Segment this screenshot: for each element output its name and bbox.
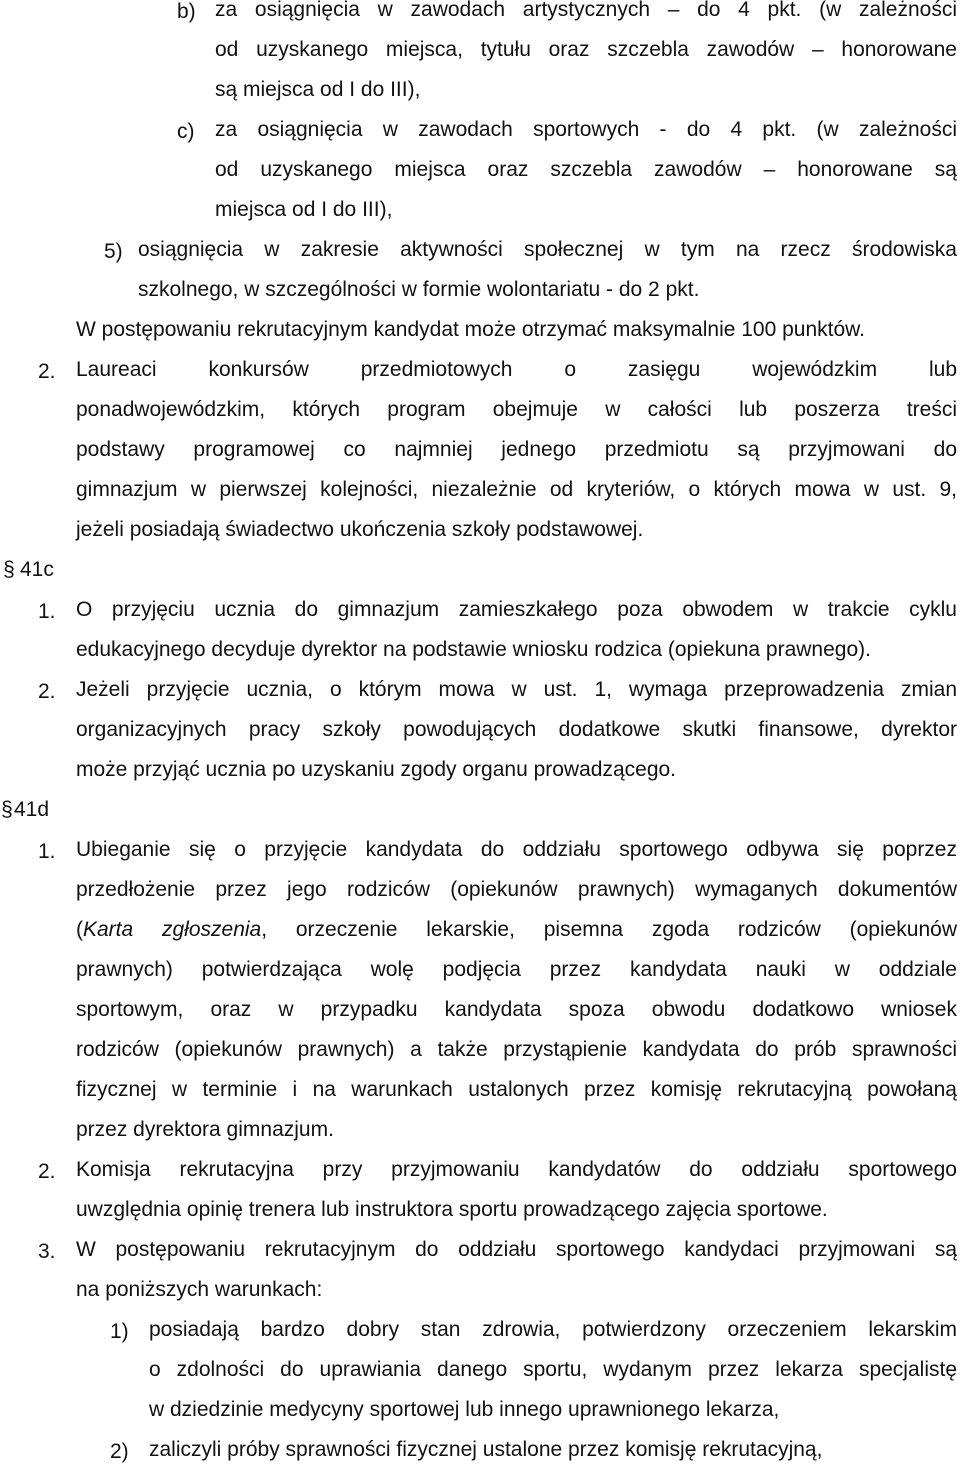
text-line: może przyjąć ucznia po uzyskaniu zgody organu prowadzącego.	[76, 758, 677, 781]
text-line: prawnych) potwierdzająca wolę podjęcia przez kandydata nauki w oddziale	[76, 958, 957, 981]
list-marker: 5)	[104, 240, 123, 263]
text-line: posiadają bardzo dobry stan zdrowia, potwierdzony orzeczeniem lekarskim	[149, 1318, 957, 1341]
karta-zgloszenia-italic: Karta zgłoszenia	[83, 918, 262, 941]
text-line: ponadwojewódzkim, których program obejmuje w całości lub poszerza treści	[76, 398, 957, 421]
list-marker: 2.	[38, 680, 56, 703]
list-item-5	[104, 240, 957, 320]
s41d-item-1	[38, 840, 957, 1160]
section-symbol: §	[3, 558, 15, 581]
list-marker: 2.	[38, 1160, 56, 1183]
s41d-item-3	[38, 1240, 957, 1320]
text-line: Jeżeli przyjęcie ucznia, o którym mowa w ust. 1, wymaga przeprowadzenia zmian	[76, 678, 957, 701]
text-line: W postępowaniu rekrutacyjnym do oddziału sportowego kandydaci przyjmowani są	[76, 1238, 957, 1261]
list-marker: b)	[177, 0, 196, 23]
text-line: jeżeli posiadają świadectwo ukończenia szkoły podstawowej.	[76, 518, 644, 541]
text-line: sportowym, oraz w przypadku kandydata spoza obwodu dodatkowo wniosek	[76, 998, 957, 1021]
list-item-laureaci	[38, 360, 957, 560]
text-line: miejsca od I do III),	[215, 198, 393, 221]
text-fragment: , orzeczenie lekarskie, pisemna zgoda rodziców (opiekunów	[261, 918, 957, 941]
text-line: zaliczyli próby sprawności fizycznej ustalone przez komisję rekrutacyjną,	[149, 1438, 823, 1461]
text-line: o zdolności do uprawiania danego sportu, wydanym przez lekarza specjalistę	[149, 1358, 957, 1381]
text-line: rodziców (opiekunów prawnych) a także przystąpienie kandydata do prób sprawności	[76, 1038, 957, 1061]
list-marker: 2.	[38, 360, 56, 383]
text-line: edukacyjnego decyduje dyrektor na podstawie wniosku rodzica (opiekuna prawnego).	[76, 638, 871, 661]
s41c-item-2	[38, 680, 957, 800]
max-points-note: W postępowaniu rekrutacyjnym kandydat może otrzymać maksymalnie 100 punktów.	[76, 318, 866, 341]
text-line: Komisja rekrutacyjna przy przyjmowaniu kandydatów do oddziału sportowego	[76, 1158, 957, 1181]
text-line: gimnazjum w pierwszej kolejności, niezależnie od kryteriów, o których mowa w ust. 9,	[76, 478, 957, 501]
condition-item-2	[110, 1440, 957, 1480]
s41d-item-2	[38, 1160, 957, 1240]
text-line: za osiągnięcia w zawodach artystycznych – do 4 pkt. (w zależności	[215, 0, 957, 21]
text-line: szkolnego, w szczególności w formie wolontariatu - do 2 pkt.	[138, 278, 700, 301]
text-line: od uzyskanego miejsca, tytułu oraz szczebla zawodów – honorowane	[215, 38, 957, 61]
list-marker: 3.	[38, 1240, 56, 1263]
condition-item-1	[110, 1320, 957, 1440]
list-marker: c)	[177, 120, 195, 143]
text-line: uwzględnia opinię trenera lub instruktora sportu prowadzącego zajęcia sportowe.	[76, 1198, 828, 1221]
text-line: w dziedzinie medycyny sportowej lub innego uprawnionego lekarza,	[149, 1398, 780, 1421]
list-item-c	[177, 120, 957, 240]
text-line: przez dyrektora gimnazjum.	[76, 1118, 334, 1141]
paren-open: (	[76, 918, 83, 941]
text-line: osiągnięcia w zakresie aktywności społecznej w tym na rzecz środowiska	[138, 238, 957, 261]
text-line: od uzyskanego miejsca oraz szczebla zawodów – honorowane są	[215, 158, 957, 181]
list-marker: 2)	[110, 1440, 129, 1463]
section-heading-41d	[0, 800, 49, 820]
text-line: podstawy programowej co najmniej jednego przedmiotu są przyjmowani do	[76, 438, 957, 461]
list-marker: 1)	[110, 1320, 129, 1343]
section-label: 41d	[14, 798, 50, 821]
section-heading-41c	[0, 560, 54, 580]
list-marker: 1.	[38, 840, 56, 863]
section-label: 41c	[20, 558, 54, 581]
text-line: O przyjęciu ucznia do gimnazjum zamieszkałego poza obwodem w trakcie cyklu	[76, 598, 957, 621]
text-line: Laureaci konkursów przedmiotowych o zasięgu wojewódzkim lub	[76, 358, 957, 381]
section-symbol: §	[1, 798, 13, 821]
text-line: przedłożenie przez jego rodziców (opiekunów prawnych) wymaganych dokumentów	[76, 878, 957, 901]
text-line: Ubieganie się o przyjęcie kandydata do oddziału sportowego odbywa się poprzez	[76, 838, 957, 861]
text-line: są miejsca od I do III),	[215, 78, 421, 101]
text-line: organizacyjnych pracy szkoły powodujących dodatkowe skutki finansowe, dyrektor	[76, 718, 957, 741]
text-line-with-italic	[76, 920, 957, 960]
list-marker: 1.	[38, 600, 56, 623]
text-line: za osiągnięcia w zawodach sportowych - do 4 pkt. (w zależności	[215, 118, 957, 141]
s41c-item-1	[38, 600, 957, 680]
text-line: na poniższych warunkach:	[76, 1278, 323, 1301]
list-item-b	[177, 0, 957, 120]
text-line: fizycznej w terminie i na warunkach ustalonych przez komisję rekrutacyjną powołaną	[76, 1078, 957, 1101]
